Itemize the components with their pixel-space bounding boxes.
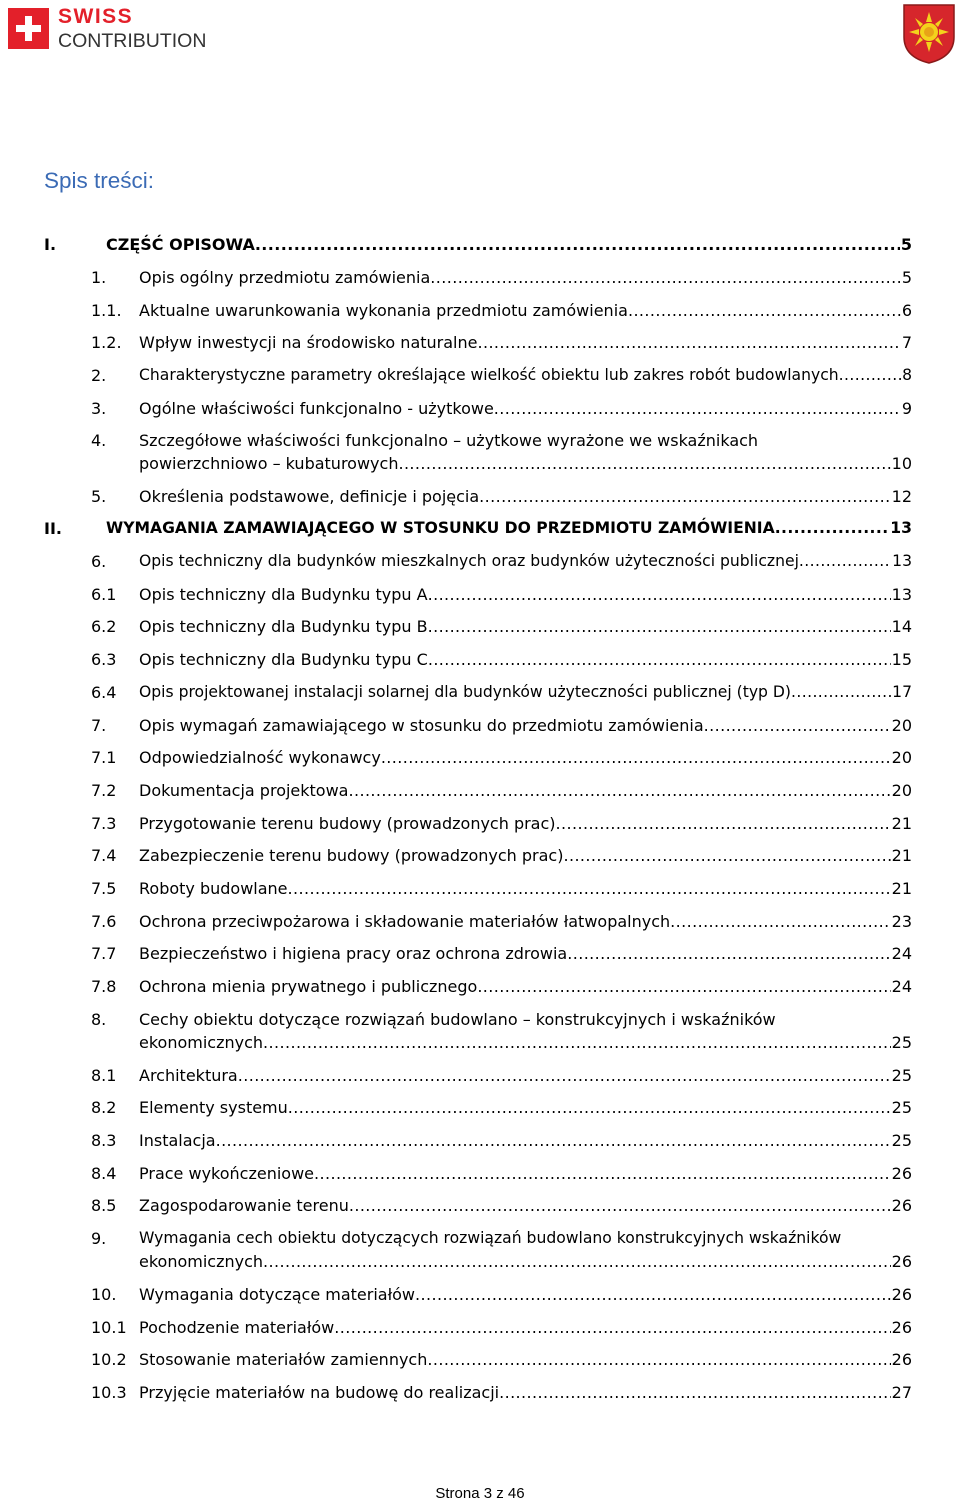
toc-entry-page: 25 [891, 1066, 912, 1085]
toc-entry-line [139, 1066, 912, 1085]
toc-entry-line [139, 944, 912, 963]
toc-entry-line [139, 1098, 912, 1117]
page-footer: Strona 3 z 46 [435, 1485, 525, 1502]
toc-entry-title: Wpływ inwestycji na środowisko naturalne [139, 333, 478, 352]
toc-entry-page: 23 [891, 912, 912, 931]
toc-entry-line [139, 301, 912, 320]
toc-entry-page: 9 [901, 399, 912, 418]
toc-entry-line [139, 748, 912, 767]
toc-entry-title: Architektura [139, 1066, 238, 1085]
toc-entry-number: 2. [91, 366, 107, 385]
toc-entry-line [139, 1285, 912, 1304]
toc-entry-number: 1.1. [91, 301, 122, 320]
toc-entry-line [139, 487, 912, 506]
toc-entry-line [106, 519, 912, 537]
toc-entry[interactable] [0, 814, 960, 836]
toc-entry-line [139, 585, 912, 604]
toc-entry-title-line1: Szczegółowe właściwości funkcjonalno – użytkowe wyrażone we wskaźnikach [139, 431, 759, 450]
toc-entry-page: 25 [891, 1098, 912, 1117]
toc-entry[interactable] [0, 879, 960, 901]
toc-entry-page: 26 [891, 1318, 912, 1337]
toc-entry[interactable] [0, 1383, 960, 1405]
toc-entry-title: Opis wymagań zamawiającego w stosunku do przedmiotu zamówienia [139, 716, 704, 735]
toc-entry-line [139, 879, 912, 898]
toc-entry-page: 25 [891, 1131, 912, 1150]
toc-entry-number: 8.5 [91, 1196, 117, 1215]
toc-entry[interactable] [0, 944, 960, 966]
toc-entry-line [139, 1131, 912, 1150]
toc-entry-page: 13 [890, 519, 912, 537]
toc-entry[interactable] [0, 552, 960, 574]
toc-entry-title: Opis techniczny dla Budynku typu C [139, 650, 428, 669]
toc-entry[interactable] [0, 1131, 960, 1153]
toc-entry-number: 6. [91, 552, 107, 571]
toc-entry-number: 4. [91, 431, 107, 450]
toc-entry-page: 7 [901, 333, 912, 352]
toc-entry[interactable] [0, 1229, 960, 1275]
toc-entry-page: 13 [891, 585, 912, 604]
toc-entry-title-line1: Cechy obiektu dotyczące rozwiązań budowlano – konstrukcyjnych i wskaźników [139, 1010, 776, 1029]
toc-entry-title: powierzchniowo – kubaturowych [139, 454, 399, 473]
toc-entry-title: Określenia podstawowe, definicje i pojęcia [139, 487, 480, 506]
toc-entry-line [106, 235, 912, 254]
toc-entry[interactable] [0, 716, 960, 738]
toc-entry-title: Roboty budowlane [139, 879, 288, 898]
logo-wordmark-swiss: SWISS [58, 5, 134, 28]
coat-of-arms-icon [902, 3, 956, 69]
toc-entry-page: 21 [891, 814, 912, 833]
toc-entry-number: 7. [91, 716, 107, 735]
toc-entry-number: 8.3 [91, 1131, 117, 1150]
toc-entry[interactable] [0, 585, 960, 607]
toc-entry[interactable] [0, 1066, 960, 1088]
toc-entry-number: 5. [91, 487, 107, 506]
toc-entry-title: Przyjęcie materiałów na budowę do realizacji [139, 1383, 500, 1402]
toc-entry-page: 26 [891, 1350, 912, 1369]
toc-entry-title: Prace wykończeniowe [139, 1164, 314, 1183]
toc-entry-title: ekonomicznych [139, 1252, 264, 1271]
toc-entry-number: 6.2 [91, 617, 117, 636]
toc-entry[interactable] [0, 1196, 960, 1218]
toc-entry-title: Zagospodarowanie terenu [139, 1196, 349, 1215]
swiss-cross-logo-icon [8, 8, 49, 49]
toc-entry-line [139, 1350, 912, 1369]
toc-entry-title: Ochrona przeciwpożarowa i składowanie materiałów łatwopalnych [139, 912, 671, 931]
toc-entry-line [139, 1164, 912, 1183]
toc-entry-title: WYMAGANIA ZAMAWIAJĄCEGO W STOSUNKU DO PRZEDMIOTU ZAMÓWIENIA [106, 519, 775, 537]
toc-entry-line [139, 716, 912, 735]
toc-entry[interactable] [0, 399, 960, 421]
toc-entry-page: 5 [900, 235, 912, 254]
toc-entry-page: 10 [891, 454, 912, 473]
toc-entry[interactable] [0, 1350, 960, 1372]
toc-entry-page: 21 [891, 879, 912, 898]
toc-entry[interactable] [0, 366, 960, 388]
toc-entry[interactable] [0, 487, 960, 509]
toc-entry-page: 8 [902, 366, 912, 384]
toc-entry[interactable] [0, 1318, 960, 1340]
toc-entry-number: 7.3 [91, 814, 117, 833]
toc-entry-title: Charakterystyczne parametry określające wielkość obiektu lub zakres robót budowlanych [139, 366, 839, 384]
toc-entry-title: Ochrona mienia prywatnego i publicznego [139, 977, 478, 996]
toc-entry[interactable] [0, 617, 960, 639]
toc-entry-line [139, 781, 912, 800]
toc-entry-title: Pochodzenie materiałów [139, 1318, 335, 1337]
toc-entry-line [139, 1033, 912, 1052]
toc-entry-title: Opis techniczny dla budynków mieszkalnych oraz budynków użyteczności publicznej [139, 552, 799, 570]
toc-entry-title-line1: Wymagania cech obiektu dotyczących rozwiązań budowlano konstrukcyjnych wskaźników [139, 1229, 842, 1247]
toc-entry[interactable] [0, 333, 960, 355]
toc-entry-number: 8.4 [91, 1164, 117, 1183]
toc-entry-page: 21 [891, 846, 912, 865]
toc-entry-page: 17 [892, 683, 912, 701]
toc-entry-number: 7.5 [91, 879, 117, 898]
toc-entry-title: Opis projektowanej instalacji solarnej dla budynków użyteczności publicznej (typ D) [139, 683, 792, 701]
toc-entry[interactable] [0, 1285, 960, 1307]
toc-entry-page: 20 [891, 781, 912, 800]
toc-entry-page: 27 [891, 1383, 912, 1402]
toc-entry-line [139, 846, 912, 865]
toc-entry[interactable] [0, 977, 960, 999]
toc-entry-title: Opis techniczny dla Budynku typu B [139, 617, 428, 636]
toc-entry[interactable] [0, 1164, 960, 1186]
toc-entry-number: 7.4 [91, 846, 117, 865]
toc-entry[interactable] [0, 1010, 960, 1056]
toc-entry-line [139, 650, 912, 669]
toc-entry-number: 7.6 [91, 912, 117, 931]
toc-entry-line [139, 552, 912, 570]
toc-entry-number: 10.1 [91, 1318, 127, 1337]
toc-entry-number: 1.2. [91, 333, 122, 352]
toc-entry-title: Ogólne właściwości funkcjonalno - użytkowe [139, 399, 494, 418]
toc-entry[interactable] [0, 846, 960, 868]
toc-entry-title: Opis ogólny przedmiotu zamówienia [139, 268, 431, 287]
toc-entry-title: Elementy systemu [139, 1098, 288, 1117]
toc-entry-number: 7.2 [91, 781, 117, 800]
toc-entry[interactable] [0, 650, 960, 672]
toc-entry-number: 7.1 [91, 748, 117, 767]
toc-entry-page: 20 [891, 716, 912, 735]
toc-entry-title: Instalacja [139, 1131, 216, 1150]
toc-entry-title: ekonomicznych [139, 1033, 264, 1052]
toc-entry-title: Przygotowanie terenu budowy (prowadzonych prac) [139, 814, 556, 833]
toc-entry-title: Zabezpieczenie terenu budowy (prowadzonych prac) [139, 846, 564, 865]
toc-entry-number: 7.7 [91, 944, 117, 963]
toc-entry-number: 7.8 [91, 977, 117, 996]
toc-entry-page: 5 [901, 268, 912, 287]
toc-entry-line [139, 366, 912, 384]
toc-entry-number: 1. [91, 268, 107, 287]
toc-entry[interactable] [0, 748, 960, 770]
toc-entry-number: I. [44, 235, 57, 254]
toc-entry-number: II. [44, 519, 62, 538]
toc-entry[interactable] [0, 683, 960, 705]
toc-entry-number: 9. [91, 1229, 107, 1248]
toc-entry-page: 26 [891, 1252, 912, 1271]
toc-entry[interactable] [0, 431, 960, 477]
toc-entry-line [139, 1383, 912, 1402]
toc-entry-number: 3. [91, 399, 107, 418]
toc-entry-line [139, 333, 912, 352]
toc-entry-title: Stosowanie materiałów zamiennych [139, 1350, 428, 1369]
toc-entry-page: 15 [891, 650, 912, 669]
toc-entry-page: 26 [891, 1196, 912, 1215]
toc-entry-number: 10.3 [91, 1383, 127, 1402]
toc-title: Spis treści: [44, 168, 155, 193]
toc-entry-line [139, 1196, 912, 1215]
toc-entry-title: Wymagania dotyczące materiałów [139, 1285, 416, 1304]
toc-entry-line [139, 617, 912, 636]
toc-entry-line [139, 1252, 912, 1271]
toc-entry-number: 10.2 [91, 1350, 127, 1369]
toc-entry-page: 24 [891, 977, 912, 996]
toc-entry-page: 12 [891, 487, 912, 506]
toc-entry-page: 14 [891, 617, 912, 636]
toc-entry-page: 26 [891, 1285, 912, 1304]
toc-entry-number: 6.3 [91, 650, 117, 669]
toc-entry-line [139, 814, 912, 833]
toc-entry-title: Odpowiedzialność wykonawcy [139, 748, 381, 767]
toc-entry[interactable] [0, 519, 960, 541]
toc-entry[interactable] [0, 301, 960, 323]
toc-entry-title: CZĘŚĆ OPISOWA [106, 235, 255, 254]
toc-entry-title: Dokumentacja projektowa [139, 781, 349, 800]
toc-entry-number: 10. [91, 1285, 117, 1304]
toc-entry-page: 13 [892, 552, 912, 570]
toc-entry-number: 6.1 [91, 585, 117, 604]
toc-entry-page: 26 [891, 1164, 912, 1183]
toc-entry-line [139, 683, 912, 701]
toc-entry-line [139, 1318, 912, 1337]
logo-wordmark-contribution: CONTRIBUTION [58, 30, 207, 52]
toc-entry-title: Opis techniczny dla Budynku typu A [139, 585, 428, 604]
toc-entry-line [139, 399, 912, 418]
toc-entry-number: 8.1 [91, 1066, 117, 1085]
toc-entry-page: 20 [891, 748, 912, 767]
toc-entry-page: 6 [901, 301, 912, 320]
toc-entry-number: 6.4 [91, 683, 117, 702]
toc-entry[interactable] [0, 1098, 960, 1120]
toc-entry-page: 24 [891, 944, 912, 963]
toc-entry-title: Aktualne uwarunkowania wykonania przedmiotu zamówienia [139, 301, 628, 320]
toc-entry-title: Bezpieczeństwo i higiena pracy oraz ochrona zdrowia [139, 944, 568, 963]
toc-entry-line [139, 454, 912, 473]
toc-entry[interactable] [0, 268, 960, 290]
toc-entry[interactable] [0, 912, 960, 934]
toc-entry-line [139, 912, 912, 931]
toc-entry-page: 25 [891, 1033, 912, 1052]
toc-entry-number: 8. [91, 1010, 107, 1029]
toc-entry-number: 8.2 [91, 1098, 117, 1117]
toc-entry[interactable] [0, 781, 960, 803]
toc-entry[interactable] [0, 235, 960, 257]
toc-entry-line [139, 977, 912, 996]
toc-entry-line [139, 268, 912, 287]
